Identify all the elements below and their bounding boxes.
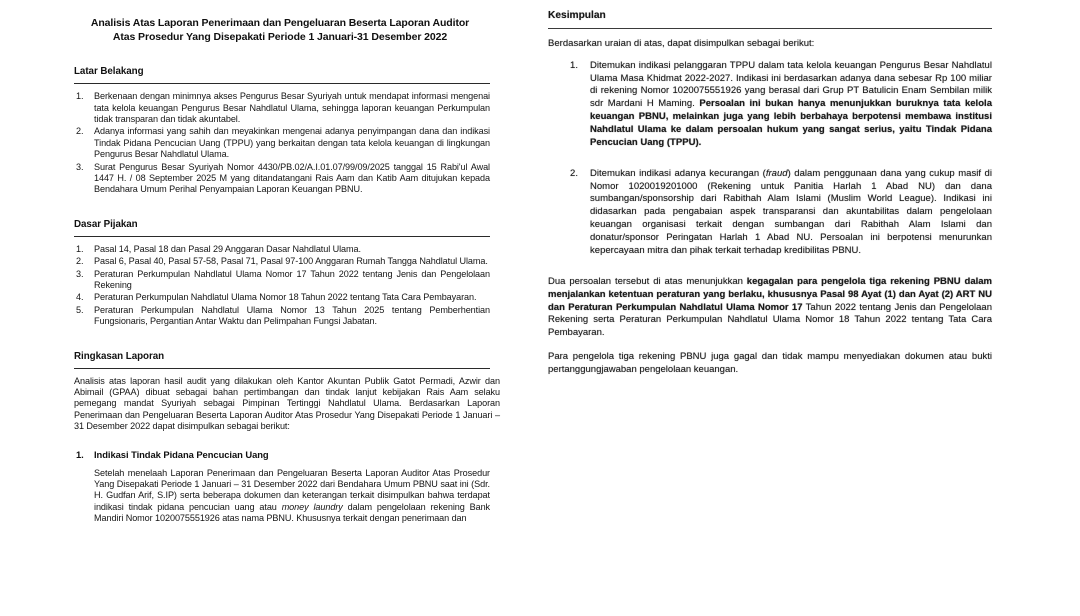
document-title-line-1: Analisis Atas Laporan Penerimaan dan Pengeluaran Beserta Laporan Auditor (90, 17, 470, 29)
section-heading-latar-belakang: Latar Belakang (74, 66, 144, 78)
closing-paragraph-1 (548, 276, 992, 341)
list-item: Peraturan Perkumpulan Nahdlatul Ulama Nomor 17 Tahun 2022 tentang Jenis dan Pengelolaan Rekening (94, 268, 490, 290)
kesimpulan-list (548, 60, 992, 258)
subsection-heading-indikasi-tppu (74, 449, 500, 460)
list-item: Berkenaan dengan minimnya akses Pengurus Besar Syuriyah untuk mendapat informasi mengenai tata kelola keuangan Pengurus Besar Nahdlatul Ulama, sehingga laporan keuangan Perkumpulan tidak transparan dan tidak akuntabel. (94, 91, 490, 124)
spacer (74, 433, 500, 449)
conclusion-1-normal-text: Ditemukan indikasi pelanggaran TPPU dalam tata kelola keuangan Pengurus Besar Nahdlatul Ulama Masa Khidmat 2022-2027. Indikasi ini berdasarkan adanya dana sebesar Rp 100 miliar di rekening Nomor 1020075551926 yang berasal dari Grup PT Batulicin Enam Sembilan milik sdr Mardani H Maming. (590, 59, 992, 110)
closing-1-bold-text: kegagalan para pengelola tiga rekening PBNU dalam menjalankan ketentuan peraturan yang berlaku, khususnya Pasal 98 Ayat (1) dan Ayat (2) ART NU dan Peraturan Perkumpulan Nahdlatul Ulama Nomor 17 (548, 275, 992, 313)
list-item: Adanya informasi yang sahih dan meyakinkan mengenai adanya penyimpangan dana dan indikasi Tindak Pidana Pencucian Uang (TPPU) yang berkaitan dengan tata kelola keuangan di lingkungan Pengurus Besar Nahdlatul Ulama. (94, 126, 490, 160)
list-item: Pasal 14, Pasal 18 dan Pasal 29 Anggaran Dasar Nahdlatul Ulama. (94, 243, 361, 254)
spacer (74, 197, 500, 219)
list-item: Peraturan Perkumpulan Nahdlatul Ulama Nomor 18 Tahun 2022 tentang Tata Cara Pembayaran. (94, 292, 477, 303)
ringkasan-intro-paragraph: Analisis atas laporan hasil audit yang dilakukan oleh Kantor Akuntan Publik Gatot Permadi, Azwir dan Abimail (GPAA) dibuat sebagai bahan pertimbangan dan tindak lanjut kebijakan Rais Aam selaku pemegang mandat Syuriyah sebagai Pimpinan Tertinggi Nahdlatul Ulama. Berdasarkan Laporan Penerimaan dan Pengeluaran Beserta Laporan Auditor Atas Prosedur Yang Disepakati Periode 1 Januari – 31 Desember 2022 dapat disimpulkan sebagai berikut: (74, 375, 500, 432)
right-page (518, 0, 1080, 616)
conclusion-2-italic-term: fraud (765, 167, 788, 179)
list-item: Surat Pengurus Besar Syuriyah Nomor 4430/PB.02/A.I.01.07/99/09/2025 tanggal 15 Rabi'ul Awal 1447 H. / 08 September 2025 M yang ditandatangani Rais Aam dan Katib Aam ditujukan kepada Bendahara Umum Perihal Penyampaian Laporan Keuangan PBNU. (94, 161, 490, 195)
kesimpulan-intro-paragraph: Berdasarkan uraian di atas, dapat disimpulkan sebagai berikut: (548, 38, 815, 49)
spacer (74, 44, 500, 66)
conclusion-1-bold-text: Persoalan ini bukan hanya menunjukkan buruknya tata kelola keuangan PBNU, melainkan juga yang lebih berbahaya berpotensi membawa institusi Nahdlatul Ulama ke dalam persoalan hukum yang sangat serius, yaitu Tindak Pidana Pencucian Uang (TPPU). (590, 98, 992, 148)
closing-1-part-1: Dua persoalan tersebut di atas menunjukkan (548, 275, 747, 287)
section-rule (74, 368, 490, 369)
closing-1-part-2: Tahun 2022 tentang Jenis dan Pengelolaan Rekening serta Peraturan Perkumpulan Nahdlatul Ulama Nomor 18 Tahun 2022 tentang Tata Cara Pembayaran. (548, 301, 992, 339)
subsection-body-italic-term: money laundry (281, 501, 343, 512)
list-item (548, 60, 992, 150)
document-title-line-2: Atas Prosedur Yang Disepakati Periode 1 Januari-31 Desember 2022 (112, 31, 448, 44)
section-rule (74, 83, 490, 84)
dasar-pijakan-list (74, 244, 500, 328)
left-page (0, 0, 518, 616)
subsection-body-part-2: dalam pengelolaan rekening Bank Mandiri Nomor 1020075551926 atas nama PBNU. Khususnya terkait dengan penerimaan dan (94, 501, 491, 524)
subsection-number: 1. (76, 448, 84, 460)
subsection-heading-label: Indikasi Tindak Pidana Pencucian Uang (94, 448, 269, 460)
list-item: Peraturan Perkumpulan Nahdlatul Ulama Nomor 13 Tahun 2025 tentang Pemberhentian Fungsionaris, Pergantian Antar Waktu dan Pelimpahan Fungsi Jabatan. (94, 304, 490, 327)
list-item (548, 168, 992, 258)
conclusion-2-part-2: ) dalam penggunaan dana yang cukup masif di Nomor 1020019201000 (Rekening untuk Panitia Harlah 1 Abad NU) dan dana sumbangan/sponsorship dari Rabithah Alam Islami (Muslim World League). Indikasi ini didasarkan pada pengabaian aspek transparansi dan akuntabilitas dalam pengelolaan keuangan organisasi terkait dengan sumbangan dari Rabithah Alam Islami dan donatur/sponsor Peringatan Harlah 1 Abad NU. Persoalan ini berpotensi menurunkan kepercayaan mitra dan pihak terkait terhadap kredibilitas PBNU. (590, 167, 992, 256)
conclusion-2-part-1: Ditemukan indikasi adanya kecurangan ( (590, 167, 766, 179)
latar-belakang-list (74, 91, 500, 196)
spacer (74, 329, 500, 351)
section-heading-ringkasan-laporan: Ringkasan Laporan (74, 350, 165, 362)
subsection-body-paragraph (94, 468, 500, 525)
list-item: Pasal 6, Pasal 40, Pasal 57-58, Pasal 71, Pasal 97-100 Anggaran Rumah Tangga Nahdlatul Ulama. (94, 256, 488, 267)
section-rule (548, 28, 992, 29)
closing-paragraph-2: Para pengelola tiga rekening PBNU juga gagal dan tidak mampu menyediakan dokumen atau bukti pertanggungjawaban pengelolaan keuangan. (548, 351, 992, 376)
section-heading-kesimpulan: Kesimpulan (548, 10, 606, 21)
section-heading-dasar-pijakan: Dasar Pijakan (74, 218, 138, 230)
section-rule (74, 236, 490, 237)
spacer (74, 460, 500, 468)
document-title (74, 16, 486, 44)
subsection-body-part-1: Setelah menelaah Laporan Penerimaan dan Pengeluaran Beserta Laporan Auditor Atas Prosedur Yang Disepakati Periode 1 Januari – 31 Desember 2022 dari Bendahara Umum PBNU saat ini (Sdr. H. Gudfan Arif, S.IP) serta beberapa dokumen dan keterangan terkait disimpulkan bahwa terdapat indikasi tindak pidana pencucian uang atau (94, 467, 490, 512)
